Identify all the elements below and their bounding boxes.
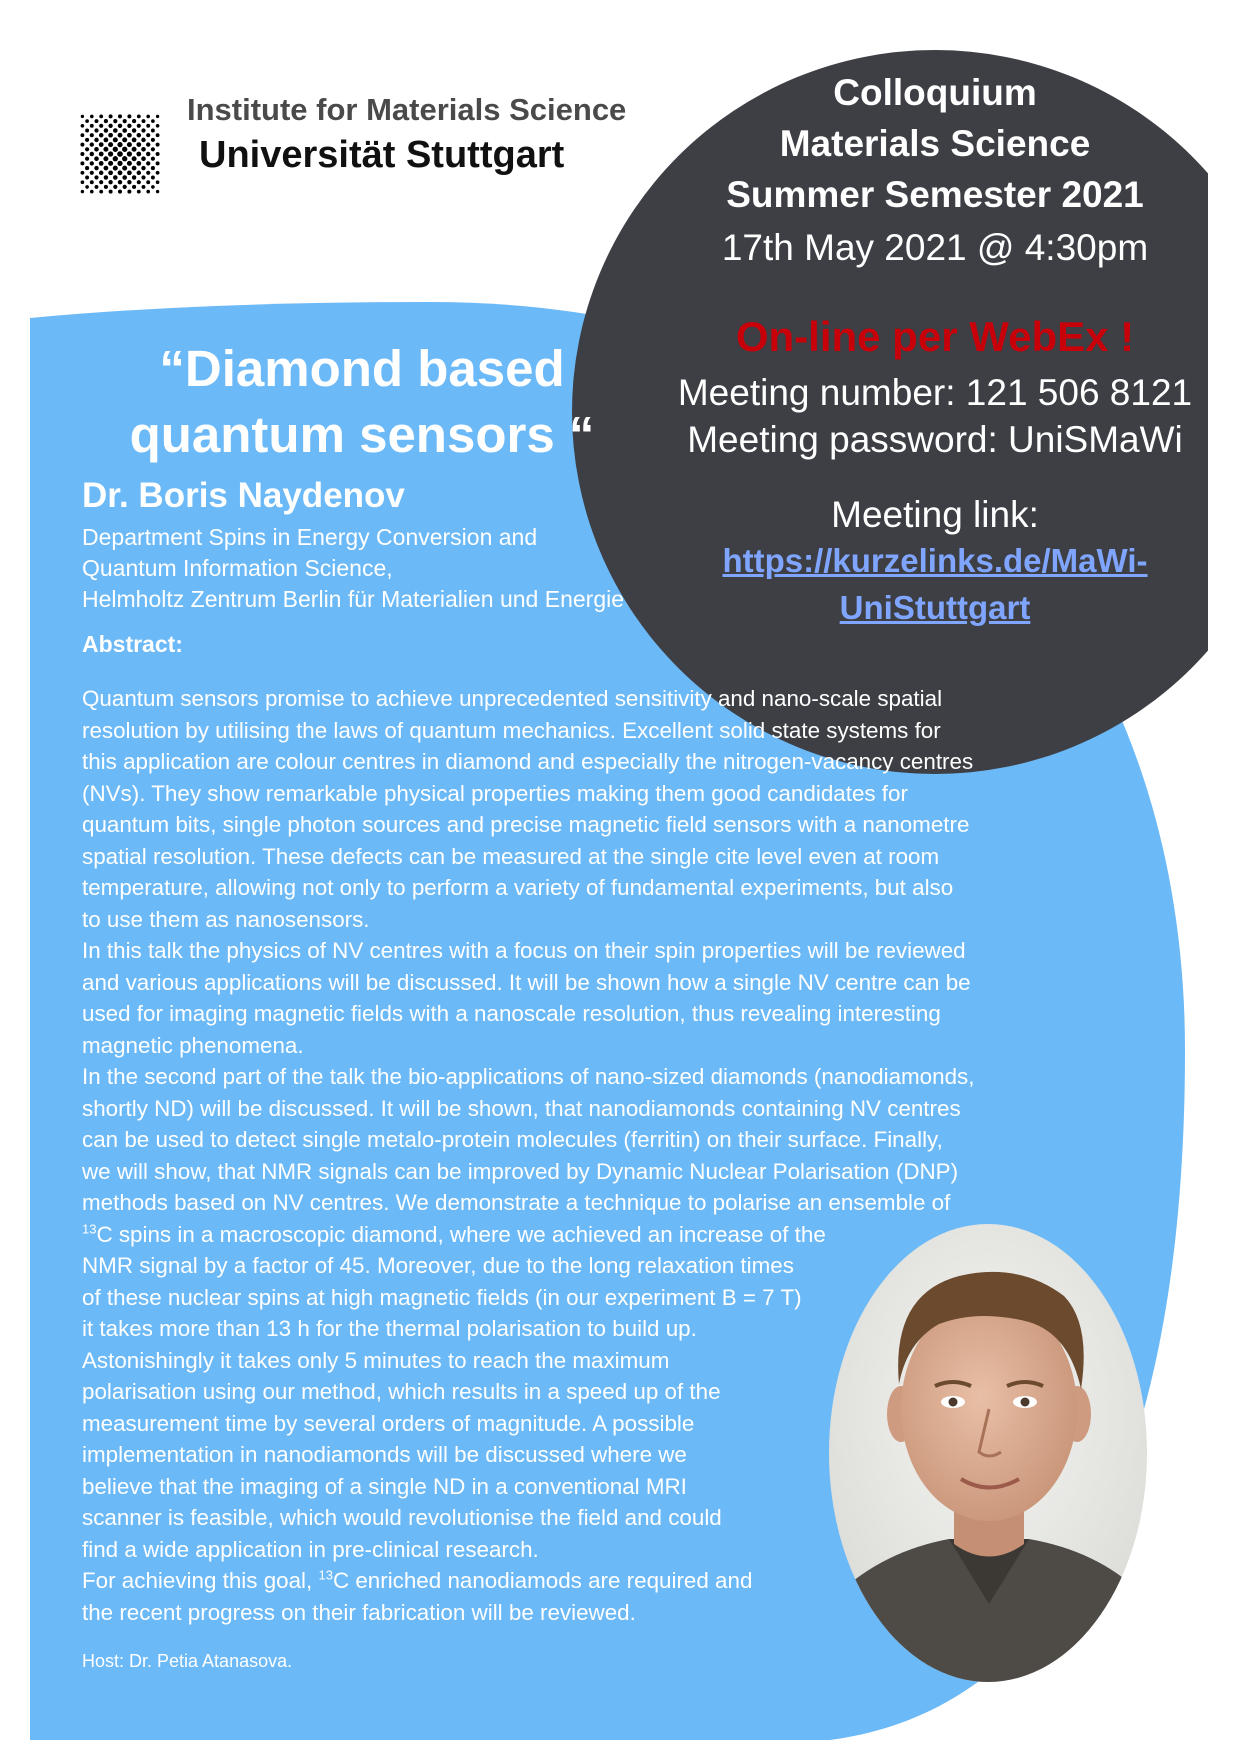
logo-dot [146, 124, 150, 128]
logo-dot [127, 161, 132, 166]
logo-dot [95, 185, 99, 189]
logo-dot [99, 161, 104, 166]
abstract-line: and various applications will be discussed. It will be shown how a single NV centre can be [82, 969, 971, 995]
logo-dot [108, 170, 113, 175]
logo-dot [113, 166, 118, 171]
logo-dot [136, 142, 141, 147]
logo-dot [90, 124, 94, 128]
abstract-line: temperature, allowing not only to perform a variety of fundamental experiments, but also [82, 875, 954, 900]
logo-dot [127, 124, 131, 128]
logo-dot [137, 114, 141, 118]
logo-dot [156, 124, 160, 128]
logo-dot [118, 124, 122, 128]
abstract-line: In the second part of the talk the bio-applications of nano-sized diamonds (nanodiamonds, [82, 1064, 975, 1089]
abstract-line: implementation in nanodiamonds will be discussed where we [82, 1442, 687, 1467]
logo-dot [132, 119, 136, 123]
logo-dot [151, 185, 155, 189]
abstract-line: magnetic phenomena. [82, 1032, 304, 1058]
host-note: Host: Dr. Petia Atanasova. [82, 1651, 293, 1671]
logo-dot [137, 133, 141, 137]
logo-dot [90, 180, 94, 184]
abstract-line: NMR signal by a factor of 45. Moreover, due to the long relaxation times [82, 1253, 794, 1278]
logo-dot [156, 143, 160, 147]
logo-dot [137, 180, 141, 184]
logo-dot [113, 137, 118, 142]
logo-dot [127, 180, 131, 184]
logo-dot [156, 180, 160, 184]
logo-dot [118, 114, 122, 118]
logo-dot [94, 166, 98, 170]
abstract-line: can be used to detect single metalo-protein molecules (ferritin) on their surface. Finally, [82, 1127, 943, 1152]
logo-dot [85, 176, 89, 180]
abstract-line: measurement time by several orders of magnitude. A possible [82, 1410, 695, 1436]
logo-dot [85, 166, 89, 170]
meeting-number: Meeting number: 121 506 8121 [677, 372, 1193, 413]
logo-dot [108, 133, 113, 138]
logo-dot [113, 128, 118, 133]
institute-name: Institute for Materials Science [187, 92, 627, 127]
logo-dot [141, 166, 145, 170]
logo-dot [104, 138, 109, 143]
abstract-line: (NVs). They show remarkable physical properties making them good candidates for [82, 780, 908, 806]
meeting-link-label: Meeting link: [831, 494, 1039, 535]
logo-dot [142, 185, 146, 189]
logo-dot [156, 115, 159, 118]
logo-dot [146, 115, 150, 119]
logo-dot [108, 180, 112, 184]
logo-dot [122, 147, 127, 152]
logo-dot [156, 133, 160, 137]
abstract-line: quantum bits, single photon sources and precise magnetic field sensors with a nanometre [82, 812, 970, 837]
logo-dot [99, 114, 103, 118]
logo-dot [81, 115, 84, 118]
logo-dot [81, 180, 85, 184]
logo-dot [146, 180, 150, 184]
colloquium-subtitle: Materials Science [779, 123, 1091, 164]
logo-dot [132, 166, 137, 171]
logo-dot [146, 133, 150, 137]
logo-dot [141, 156, 146, 161]
abstract-line: methods based on NV centres. We demonstrate a technique to polarise an ensemble of [82, 1190, 951, 1215]
logo-dot [127, 142, 132, 147]
logo-dot [137, 171, 141, 175]
meeting-link-line1[interactable]: https://kurzelinks.de/MaWi- [722, 542, 1148, 579]
logo-dot [99, 152, 104, 157]
logo-dot [127, 114, 131, 118]
abstract-line: to use them as nanosensors. [82, 906, 370, 932]
superscript-13: 13 [82, 1221, 97, 1237]
logo-dot [132, 175, 136, 179]
logo-dot [85, 185, 89, 189]
logo-dot [151, 138, 155, 142]
logo-dot [103, 156, 108, 161]
logo-dot [94, 175, 98, 179]
abstract-line-text: C enriched nanodiamods are required and [332, 1568, 753, 1593]
logo-dot [104, 175, 108, 179]
logo-dot [123, 119, 127, 123]
logo-dot [80, 133, 84, 137]
meeting-link-cont[interactable] [640, 589, 1230, 627]
logo-dot [156, 161, 160, 165]
logo-dot [99, 124, 103, 128]
logo-dot [85, 119, 89, 123]
logo-dot [136, 161, 141, 166]
logo-dot [99, 142, 104, 147]
logo-dot [122, 166, 127, 171]
affiliation-line3: Helmholtz Zentrum Berlin für Materialien und Energie [82, 586, 625, 612]
speaker-portrait-icon [829, 1224, 1147, 1682]
logo-dot [156, 171, 160, 175]
logo-dot [156, 152, 160, 156]
logo-dot [99, 180, 103, 184]
logo-dot [109, 190, 113, 194]
logo-dot [122, 128, 127, 133]
abstract-line: polarisation using our method, which results in a speed up of the [82, 1379, 721, 1404]
abstract-line: spatial resolution. These defects can be measured at the single cite level even at room [82, 843, 940, 869]
logo-dot [113, 156, 118, 161]
logo-dot [132, 156, 137, 161]
affiliation-line1: Department Spins in Energy Conversion and [82, 524, 538, 550]
logo-dot [90, 171, 94, 175]
logo-dot [104, 128, 108, 132]
logo-dot [118, 170, 123, 175]
logo-dot [113, 175, 118, 180]
logo-dot [85, 147, 89, 151]
logo-dot [127, 133, 132, 138]
logo-dot [156, 190, 159, 193]
abstract-line: of these nuclear spins at high magnetic fields (in our experiment B = 7 T) [82, 1284, 802, 1310]
logo-dot [141, 128, 145, 132]
talk-title [82, 336, 642, 468]
logo-dot [90, 142, 94, 146]
logo-dot [151, 129, 155, 133]
logo-dot [99, 133, 103, 137]
logo-dot [132, 128, 136, 132]
abstract-line: find a wide application in pre-clinical research. [82, 1536, 539, 1562]
logo-dot [151, 147, 155, 151]
abstract-line-text: For achieving this goal, [82, 1568, 319, 1593]
logo-dot [146, 161, 150, 165]
superscript-13: 13 [318, 1567, 333, 1583]
talk-title-line1: “Diamond based [159, 340, 565, 397]
logo-dot [108, 124, 112, 128]
logo-dot [151, 166, 155, 170]
logo-dot [94, 156, 99, 161]
logo-dot [146, 142, 150, 146]
logo-dot [122, 156, 127, 161]
logo-dot [141, 138, 145, 142]
logo-dot [90, 152, 94, 156]
logo-dot [80, 152, 84, 156]
logo-dot [117, 151, 123, 157]
logo-dot [94, 128, 98, 132]
logo-dot [85, 157, 89, 161]
logo-dot [90, 161, 94, 165]
logo-dot [151, 157, 155, 161]
abstract-line: scanner is feasible, which would revolutionise the field and could [82, 1505, 722, 1530]
logo-dot [108, 142, 113, 147]
logo-dot [94, 138, 98, 142]
logo-dot [146, 190, 150, 194]
logo-dot [117, 142, 122, 147]
logo-dot [109, 114, 113, 118]
speaker-affiliation [82, 522, 624, 615]
abstract-heading: Abstract: [82, 631, 183, 657]
logo-dot [137, 124, 141, 128]
logo-dot [118, 133, 123, 138]
logo-dot [141, 175, 145, 179]
abstract-line: Astonishingly it takes only 5 minutes to reach the maximum [82, 1347, 670, 1373]
abstract-line: we will show, that NMR signals can be improved by Dynamic Nuclear Polarisation (DNP) [82, 1158, 959, 1184]
logo-dot [132, 185, 136, 189]
logo-dot [127, 170, 132, 175]
abstract-line: believe that the imaging of a single ND in a conventional MRI [82, 1473, 687, 1499]
logo-dot [118, 180, 122, 184]
logo-dot [113, 185, 117, 189]
logo-dot [95, 119, 99, 123]
logo-dot [127, 190, 131, 194]
colloquium-title: Colloquium [833, 72, 1037, 113]
logo-dot [146, 152, 150, 156]
abstract-line: it takes more than 13 h for the thermal polarisation to build up. [82, 1316, 697, 1341]
logo-dot [80, 171, 84, 175]
logo-dot [80, 143, 84, 147]
logo-dot [118, 190, 122, 194]
logo-dot [90, 115, 94, 119]
logo-dot [123, 185, 127, 189]
logo-dot [90, 190, 94, 194]
logo-dot [122, 175, 127, 180]
logo-dot [81, 190, 84, 193]
logo-dot [113, 119, 117, 123]
logo-dot [108, 151, 113, 156]
logo-dot [136, 152, 141, 157]
logo-dot [132, 147, 137, 152]
meeting-link-line2[interactable]: UniStuttgart [839, 589, 1031, 626]
abstract-line: resolution by utilising the laws of quantum mechanics. Excellent solid state systems for [82, 717, 941, 743]
logo-dot [122, 137, 127, 142]
logo-dot [85, 129, 89, 133]
abstract-line-text: C spins in a macroscopic diamond, where we achieved an increase of the [96, 1221, 826, 1247]
abstract-line: In this talk the physics of NV centres with a focus on their spin properties will be reviewed [82, 938, 966, 963]
logo-dot [99, 171, 103, 175]
affiliation-line2: Quantum Information Science, [82, 555, 393, 581]
logo-dot [104, 185, 108, 189]
talk-title-line2: quantum sensors “ [129, 406, 595, 463]
online-notice: On-line per WebEx ! [735, 313, 1135, 360]
meeting-link[interactable] [640, 542, 1230, 580]
logo-dot [108, 161, 113, 166]
semester: Summer Semester 2021 [726, 174, 1144, 215]
logo-dot [103, 147, 108, 152]
speaker-name: Dr. Boris Naydenov [82, 476, 405, 515]
logo-dot [85, 138, 89, 142]
abstract-line: shortly ND) will be discussed. It will be shown, that nanodiamonds containing NV centres [82, 1095, 961, 1121]
abstract-line: Quantum sensors promise to achieve unprecedented sensitivity and nano-scale spatial [82, 686, 943, 711]
abstract-line: used for imaging magnetic fields with a nanoscale resolution, thus revealing interesting [82, 1001, 941, 1026]
logo-dot [104, 166, 109, 171]
abstract-line: this application are colour centres in diamond and especially the nitrogen-vacancy centres [82, 749, 974, 774]
logo-dot [81, 124, 85, 128]
logo-dot [80, 161, 84, 165]
logo-dot [151, 119, 155, 123]
logo-dot [146, 171, 150, 175]
logo-dot [132, 138, 137, 143]
date-time: 17th May 2021 @ 4:30pm [721, 227, 1149, 268]
logo-dot [127, 151, 132, 156]
logo-dot [151, 176, 155, 180]
logo-dot [141, 147, 146, 152]
university-name: Universität Stuttgart [199, 134, 565, 176]
logo-dot [90, 133, 94, 137]
logo-dot [113, 147, 118, 152]
logo-dot [117, 161, 122, 166]
meeting-password: Meeting password: UniSMaWi [687, 419, 1183, 460]
abstract-line: the recent progress on their fabrication will be reviewed. [82, 1599, 636, 1625]
logo-dot [104, 119, 108, 123]
logo-dot [94, 147, 99, 152]
logo-dot [142, 119, 146, 123]
logo-dot [137, 190, 141, 194]
logo-dot [99, 190, 103, 194]
university-dot-pattern-logo-icon [66, 100, 174, 208]
